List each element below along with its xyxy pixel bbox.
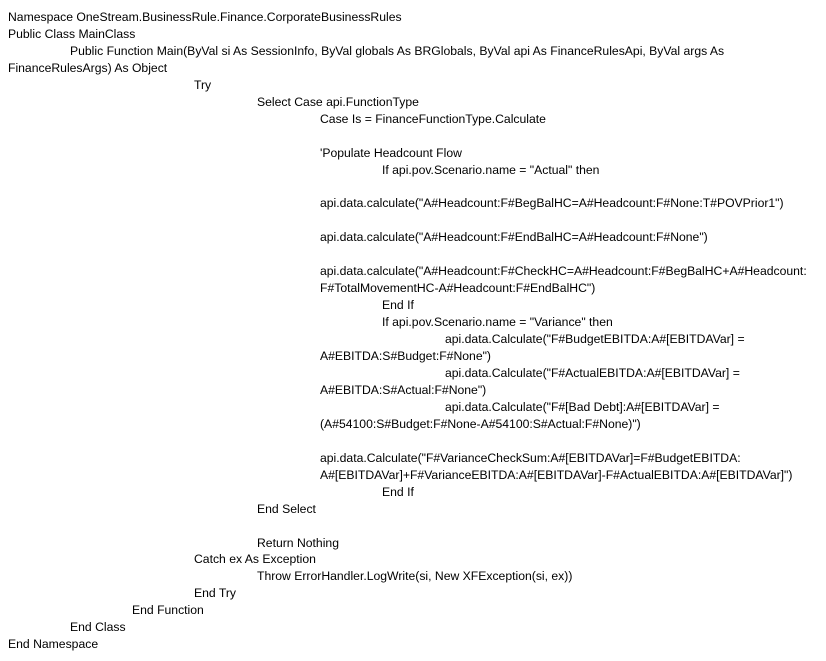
code-line: End Select — [257, 502, 316, 516]
code-line: End Class — [70, 620, 126, 634]
code-line: Return Nothing — [257, 536, 339, 550]
code-line: A#[EBITDAVar]+F#VarianceEBITDA:A#[EBITDAVar]-F#ActualEBITDA:A#[EBITDAVar]") — [320, 468, 793, 482]
code-line: End If — [382, 485, 414, 499]
code-line: A#EBITDA:S#Actual:F#None") — [320, 383, 487, 397]
code-line: Public Class MainClass — [8, 27, 136, 41]
code-line: api.data.Calculate("F#ActualEBITDA:A#[EBITDAVar] = — [445, 366, 740, 380]
code-line: api.data.Calculate("F#VarianceCheckSum:A#[EBITDAVar]=F#BudgetEBITDA: — [320, 451, 741, 465]
code-line: If api.pov.Scenario.name = "Actual" then — [382, 163, 600, 177]
code-line: Public Function Main(ByVal si As SessionInfo, ByVal globals As BRGlobals, ByVal api As FinanceRulesApi, ByVal args As — [70, 44, 725, 58]
code-line: Catch ex As Exception — [194, 552, 316, 566]
code-line: End Namespace — [8, 637, 99, 651]
code-line: api.data.calculate("A#Headcount:F#CheckHC=A#Headcount:F#BegBalHC+A#Headcount: — [320, 264, 807, 278]
code-line: End Function — [132, 603, 204, 617]
code-line: api.data.Calculate("F#BudgetEBITDA:A#[EBITDAVar] = — [445, 332, 745, 346]
code-line: If api.pov.Scenario.name = "Variance" then — [382, 315, 613, 329]
code-line: Case Is = FinanceFunctionType.Calculate — [320, 112, 546, 126]
code-line: api.data.Calculate("F#[Bad Debt]:A#[EBITDAVar] = — [445, 400, 720, 414]
code-line: FinanceRulesArgs) As Object — [8, 61, 168, 75]
code-line: Throw ErrorHandler.LogWrite(si, New XFException(si, ex)) — [257, 569, 573, 583]
code-line: Select Case api.FunctionType — [257, 95, 419, 109]
code-line: F#TotalMovementHC-A#Headcount:F#EndBalHC") — [320, 281, 596, 295]
code-line: api.data.calculate("A#Headcount:F#EndBalHC=A#Headcount:F#None") — [320, 230, 708, 244]
code-comment: 'Populate Headcount Flow — [320, 146, 462, 160]
code-line: End If — [382, 298, 414, 312]
code-line: Namespace OneStream.BusinessRule.Finance.CorporateBusinessRules — [8, 10, 402, 24]
code-line: (A#54100:S#Budget:F#None-A#54100:S#Actual:F#None)") — [320, 417, 641, 431]
code-line: End Try — [194, 586, 236, 600]
code-line: A#EBITDA:S#Budget:F#None") — [320, 349, 491, 363]
code-line: api.data.calculate("A#Headcount:F#BegBalHC=A#Headcount:F#None:T#POVPrior1") — [320, 196, 784, 210]
code-line: Try — [194, 78, 212, 92]
